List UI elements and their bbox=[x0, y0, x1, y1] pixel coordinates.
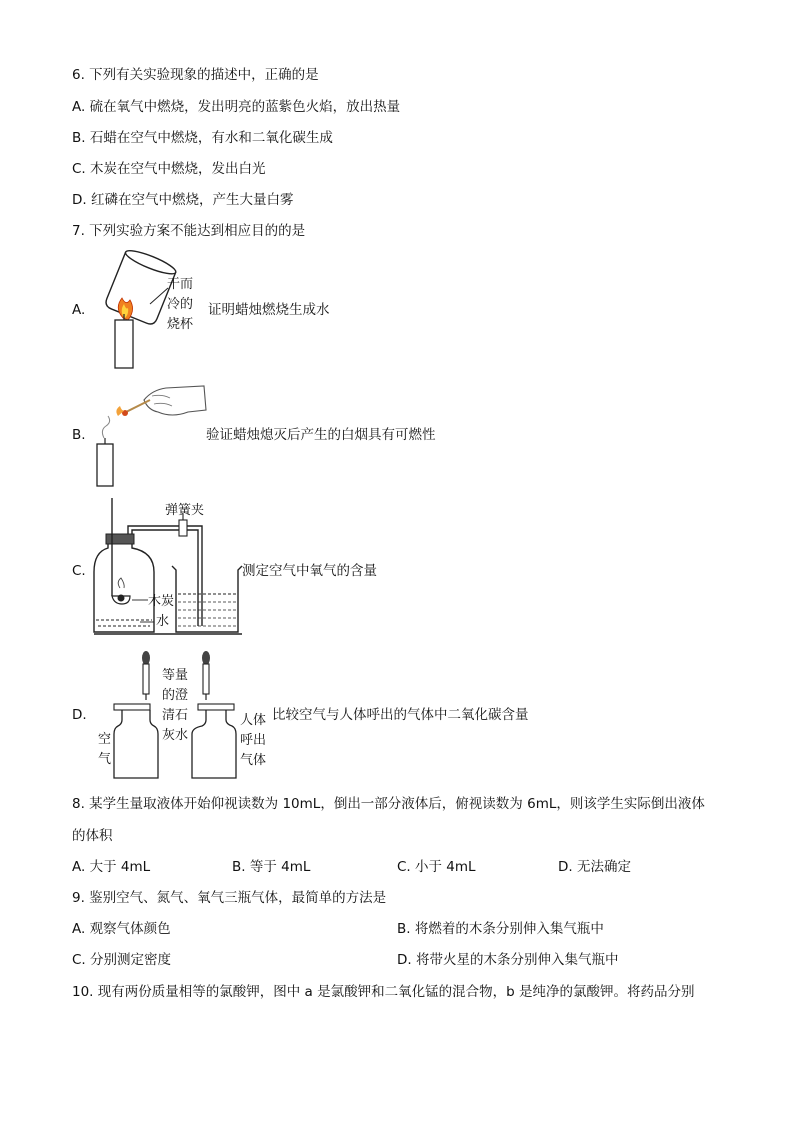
q7-c-letter: C. bbox=[72, 563, 86, 579]
q7-c-label-clamp: 弹簧夹 bbox=[165, 503, 205, 518]
flame-icon bbox=[118, 298, 132, 320]
q10-stem: 10. 现有两份质量相等的氯酸钾，图中 a 是氯酸钾和二氧化锰的混合物，b 是纯净的氯酸钾。将药品分别 bbox=[72, 984, 695, 1000]
q9-option-b: B. 将燃着的木条分别伸入集气瓶中 bbox=[397, 921, 604, 937]
q7-a-label-2: 冷的 bbox=[167, 297, 194, 312]
q7-d-air-1: 空 bbox=[98, 732, 112, 747]
q9-option-d: D. 将带火星的木条分别伸入集气瓶中 bbox=[397, 952, 619, 968]
candle-icon bbox=[97, 438, 113, 486]
q7-d-lime-2: 的澄 bbox=[162, 688, 189, 703]
q7-d-breath-3: 气体 bbox=[240, 753, 267, 768]
dropper-icon bbox=[202, 651, 210, 700]
beaker-icon bbox=[172, 566, 242, 632]
q7-c-label-charcoal: 木炭 bbox=[148, 594, 175, 609]
hand-icon bbox=[144, 386, 206, 415]
q6-option-b: B. 石蜡在空气中燃烧，有水和二氧化碳生成 bbox=[72, 130, 333, 146]
q7-d-lime-1: 等量 bbox=[162, 668, 189, 683]
gas-bottle-icon bbox=[192, 704, 236, 778]
q7-d-breath-2: 呼出 bbox=[240, 733, 267, 748]
q7-a-figure bbox=[92, 248, 212, 370]
q7-d-air-2: 气 bbox=[98, 752, 112, 767]
gas-bottle-icon bbox=[114, 704, 158, 778]
q6-option-a: A. 硫在氧气中燃烧，发出明亮的蓝紫色火焰，放出热量 bbox=[72, 99, 401, 115]
q8-stem-line1: 8. 某学生量取液体开始仰视读数为 10mL，倒出一部分液体后，俯视读数为 6mL，则该学生实际倒出液体 bbox=[72, 796, 705, 812]
q7-c-label-water: 水 bbox=[156, 614, 170, 629]
candle-icon bbox=[115, 314, 133, 368]
q8-stem-line2: 的体积 bbox=[72, 828, 113, 844]
q7-a-label-3: 烧杯 bbox=[167, 317, 194, 332]
q8-option-d: D. 无法确定 bbox=[558, 859, 631, 875]
q8-option-b: B. 等于 4mL bbox=[232, 859, 311, 875]
q9-stem: 9. 鉴别空气、氮气、氧气三瓶气体，最简单的方法是 bbox=[72, 890, 387, 906]
q9-option-a: A. 观察气体颜色 bbox=[72, 921, 171, 937]
q7-stem: 7. 下列实验方案不能达到相应目的的是 bbox=[72, 223, 306, 239]
dropper-icon bbox=[142, 651, 150, 700]
q8-option-c: C. 小于 4mL bbox=[397, 859, 476, 875]
q7-d-lime-4: 灰水 bbox=[162, 728, 189, 743]
q7-d-letter: D. bbox=[72, 707, 87, 723]
q9-options-row2 bbox=[72, 951, 752, 969]
q7-a-caption: 证明蜡烛燃烧生成水 bbox=[208, 302, 330, 318]
q7-b-letter: B. bbox=[72, 427, 86, 443]
q8-option-a: A. 大于 4mL bbox=[72, 859, 151, 875]
q7-d-lime-3: 清石 bbox=[162, 708, 189, 723]
q6-stem: 6. 下列有关实验现象的描述中，正确的是 bbox=[72, 67, 319, 83]
q9-options-row1 bbox=[72, 920, 752, 938]
q7-a-label-1: 干而 bbox=[167, 277, 194, 292]
q8-options bbox=[72, 858, 752, 876]
q6-option-d: D. 红磷在空气中燃烧，产生大量白雾 bbox=[72, 192, 294, 208]
match-icon bbox=[116, 400, 150, 416]
q9-option-c: C. 分别测定密度 bbox=[72, 952, 172, 968]
q7-d-breath-1: 人体 bbox=[240, 713, 267, 728]
q7-a-letter: A. bbox=[72, 302, 86, 318]
q7-b-figure bbox=[92, 378, 210, 488]
q7-c-caption: 测定空气中氧气的含量 bbox=[242, 563, 377, 579]
q6-option-c: C. 木炭在空气中燃烧，发出白光 bbox=[72, 161, 266, 177]
q7-b-caption: 验证蜡烛熄灭后产生的白烟具有可燃性 bbox=[206, 427, 436, 443]
q7-d-caption: 比较空气与人体呼出的气体中二氧化碳含量 bbox=[272, 707, 529, 723]
